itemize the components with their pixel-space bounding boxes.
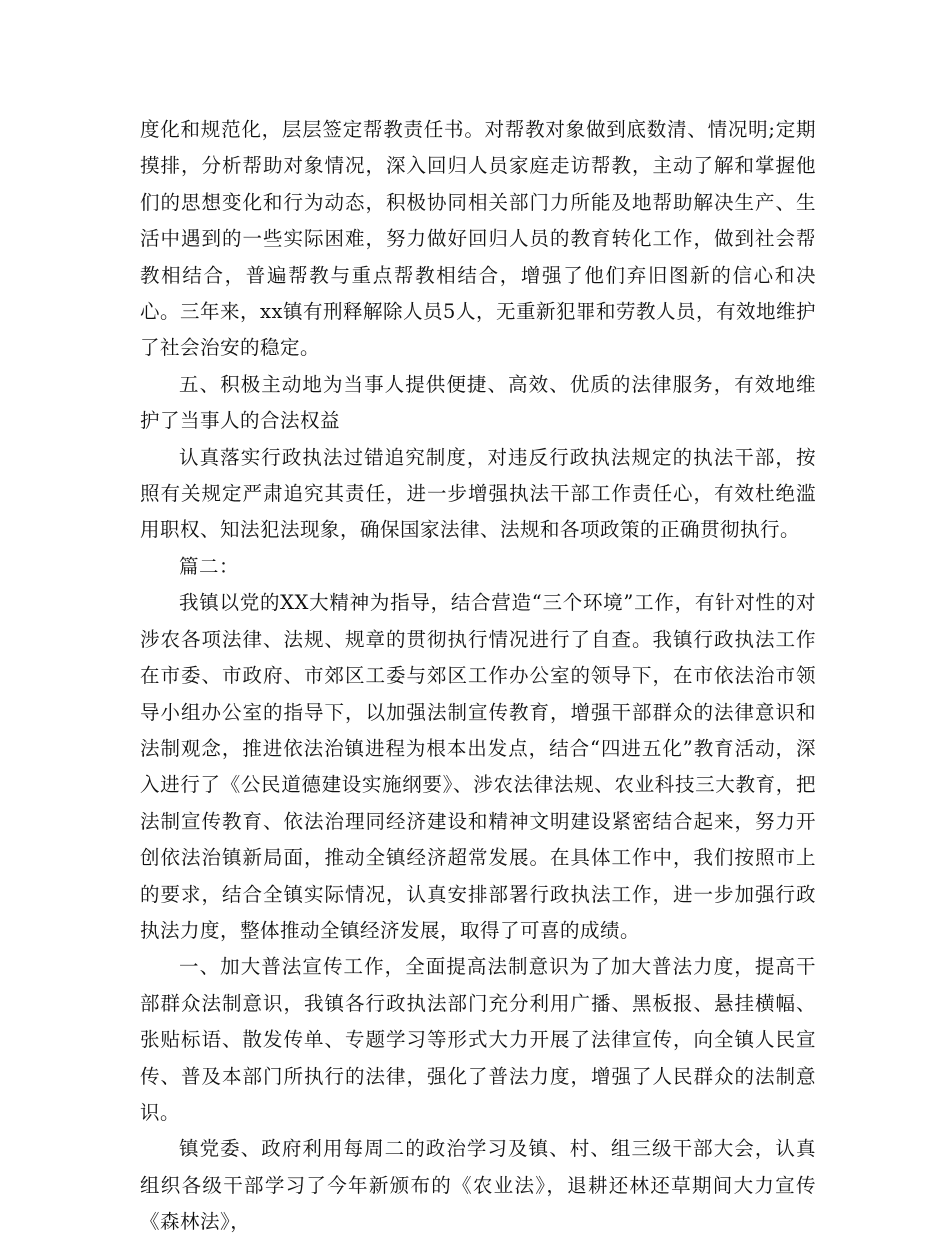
paragraph-4-part-heading: 篇二： (179, 554, 240, 578)
paragraph-6: 一、加大普法宣传工作，全面提高法制意识为了加大普法力度，提高干部群众法制意识，我镇各行政执法部门充分利用广播、黑板报、悬挂横幅、张贴标语、散发传单、专题学习等形式大力开展了法律宣传，向全镇人民宣传、普及本部门所执行的法律，强化了普法力度，增强了人民群众的法制意识。 (140, 955, 816, 1124)
paragraph-5: 我镇以党的XX大精神为指导，结合营造“三个环境”工作，有针对性的对涉农各项法律、法规、规章的贯彻执行情况进行了自查。我镇行政执法工作在市委、市政府、市郊区工委与郊区工作办公室的领导下，在市依法治市领导小组办公室的指导下，以加强法制宣传教育，增强干部群众的法律意识和法制观念，推进依法治镇进程为根本出发点，结合“四进五化”教育活动，深入进行了《公民道德建设实施纲要》、涉农法律法规、农业科技三大教育，把法制宣传教育、依法治理同经济建设和精神文明建设紧密结合起来，努力开创依法治镇新局面，推动全镇经济超常发展。在具体工作中，我们按照市上的要求，结合全镇实际情况，认真安排部署行政执法工作，进一步加强行政执法力度，整体推动全镇经济发展，取得了可喜的成绩。 (140, 591, 816, 942)
paragraph-3: 认真落实行政执法过错追究制度，对违反行政执法规定的执法干部，按照有关规定严肃追究其责任，进一步增强执法干部工作责任心，有效杜绝滥用职权、知法犯法现象，确保国家法律、法规和各项政策的正确贯彻执行。 (140, 445, 816, 542)
paragraph-2-section-heading: 五、积极主动地为当事人提供便捷、高效、优质的法律服务，有效地维护了当事人的合法权益 (140, 372, 816, 433)
document-body (140, 112, 816, 1241)
paragraph-1: 度化和规范化，层层签定帮教责任书。对帮教对象做到底数清、情况明;定期摸排，分析帮助对象情况，深入回归人员家庭走访帮教，主动了解和掌握他们的思想变化和行为动态，积极协同相关部门力所能及地帮助解决生产、生活中遇到的一些实际困难，努力做好回归人员的教育转化工作，做到社会帮教相结合，普遍帮教与重点帮教相结合，增强了他们弃旧图新的信心和决心。三年来，xx镇有刑释解除人员5人，无重新犯罪和劳教人员，有效地维护了社会治安的稳定。 (140, 118, 816, 360)
paragraph-7: 镇党委、政府利用每周二的政治学习及镇、村、组三级干部大会，认真组织各级干部学习了今年新颁布的《农业法》，退耕还林还草期间大力宣传《森林法》， (140, 1137, 816, 1234)
